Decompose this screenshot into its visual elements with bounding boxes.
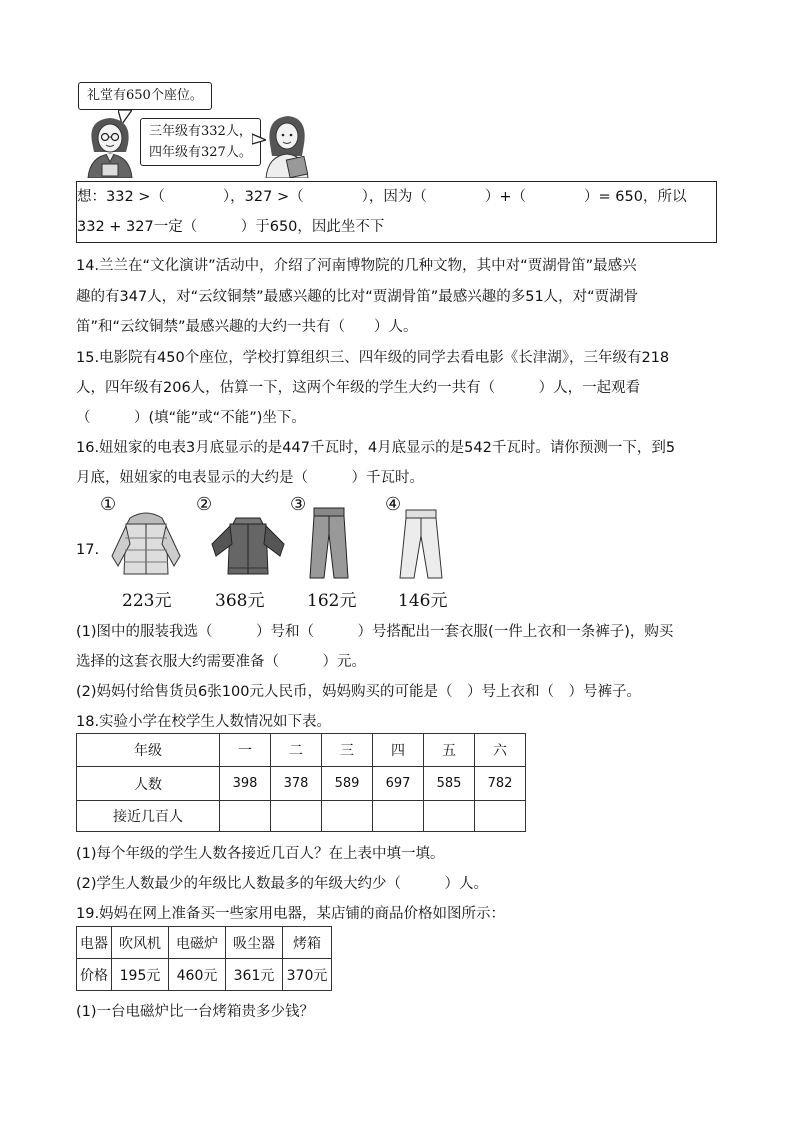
q19-table-prices-row [77,959,332,991]
q18-header-6: 六 [475,734,526,767]
q17-sub1-line-1: (1)图中的服装我选（ ）号和（ ）号搭配出一套衣服(一件上衣和一条裤子)，购买 [76,624,674,640]
q17-price-1: 223元 [122,591,172,611]
q18-people-label: 人数 [77,767,220,801]
q18-people-2: 378 [271,767,322,801]
q18-table-people-row [77,767,526,801]
q18-near-6[interactable] [475,801,526,832]
speech-bubble-left [78,82,212,110]
q18-sub2: (2)学生人数最少的年级比人数最多的年级大约少（ ）人。 [76,876,489,892]
q14-line-3: 笛”和“云纹铜禁”最感兴趣的大约一共有（ ）人。 [76,319,418,335]
q18-near-3[interactable] [322,801,373,832]
q19-table [76,926,332,991]
q19-title: 19.妈妈在网上准备买一些家用电器，某店铺的商品价格如图所示： [76,906,506,922]
q18-people-5: 585 [424,767,475,801]
q18-near-1[interactable] [220,801,271,832]
q19-sub1: (1)一台电磁炉比一台烤箱贵多少钱？ [76,1004,315,1020]
teacher-with-book-icon [262,112,312,178]
jeans-icon [396,506,448,582]
q19-price-vacuum: 361元 [226,959,283,991]
q16-line-2: 月底，妞妞家的电表显示的大约是（ ）千瓦时。 [76,470,424,486]
q19-name-oven: 烤箱 [283,927,332,959]
q17-number: 17. [76,542,100,558]
q18-header-4: 四 [373,734,424,767]
q18-title: 18.实验小学在校学生人数情况如下表。 [76,714,332,730]
q18-table-header-row [77,734,526,767]
q17-sub1-line-2: 选择的这套衣服大约需要准备（ ）元。 [76,654,366,670]
jacket-icon [208,514,288,578]
q15-line-2: 人，四年级有206人，估算一下，这两个年级的学生大约一共有（ ）人，一起观看 [76,380,641,396]
q17-price-2: 368元 [215,591,265,611]
q18-header-grade: 年级 [77,734,220,767]
q19-name-vacuum: 吸尘器 [226,927,283,959]
q15-line-1: 15.电影院有450个座位，学校打算组织三、四年级的同学去看电影《长津湖》，三年级有218 [76,350,670,366]
q19-name-hairdryer: 吹风机 [112,927,169,959]
q18-near-2[interactable] [271,801,322,832]
q18-header-1: 一 [220,734,271,767]
q15-line-3: （ ）(填“能”或“不能”)坐下。 [76,410,306,426]
teacher-with-glasses-icon [80,112,140,178]
q19-names-label: 电器 [77,927,112,959]
q17-sub2: (2)妈妈付给售货员6张100元人民币，妈妈购买的可能是（ ）号上衣和（ ）号裤子。 [76,684,641,700]
q18-table [76,733,526,832]
speech-bubble-right-line1: 三年级有332人， [149,124,252,139]
q18-header-3: 三 [322,734,373,767]
q18-header-2: 二 [271,734,322,767]
think-line-1: 想：332 >（ ），327 >（ ），因为（ ）+（ ）= 650，所以 [77,189,687,205]
speech-bubble-left-text: 礼堂有650个座位。 [87,88,203,103]
q18-people-1: 398 [220,767,271,801]
down-jacket-icon [108,508,184,582]
q19-price-oven: 370元 [283,959,332,991]
q18-near-4[interactable] [373,801,424,832]
q18-people-4: 697 [373,767,424,801]
q16-line-1: 16.妞妞家的电表3月底显示的是447千瓦时，4月底显示的是542千瓦时。请你预测一下，到5 [76,440,676,456]
speech-bubble-right-line2: 四年级有327人。 [149,145,252,160]
q18-near-label: 接近几百人 [77,801,220,832]
q18-table-near-row [77,801,526,832]
speech-bubble-right [140,118,261,166]
q19-prices-label: 价格 [77,959,112,991]
q14-line-2: 趣的有347人，对“云纹铜禁”最感兴趣的比对“贾湖骨笛”最感兴趣的多51人，对“贾湖骨 [76,289,639,305]
pants-icon [304,504,354,582]
q17-mark-3: ③ [290,494,307,515]
think-line-2: 332 + 327一定（ ）于650，因此坐不下 [77,219,385,235]
q17-mark-1: ① [100,494,117,515]
q19-table-names-row [77,927,332,959]
q14-line-1: 14.兰兰在“文化演讲”活动中，介绍了河南博物院的几种文物，其中对“贾湖骨笛”最感兴 [76,258,637,274]
q18-sub1: (1)每个年级的学生人数各接近几百人？在上表中填一填。 [76,846,445,862]
q19-price-induction: 460元 [169,959,226,991]
q17-price-4: 146元 [398,591,448,611]
q19-name-induction: 电磁炉 [169,927,226,959]
q18-header-5: 五 [424,734,475,767]
q18-people-6: 782 [475,767,526,801]
q17-mark-4: ④ [385,494,402,515]
q17-price-3: 162元 [307,591,357,611]
q19-price-hairdryer: 195元 [112,959,169,991]
q18-near-5[interactable] [424,801,475,832]
q17-mark-2: ② [196,494,213,515]
q18-people-3: 589 [322,767,373,801]
